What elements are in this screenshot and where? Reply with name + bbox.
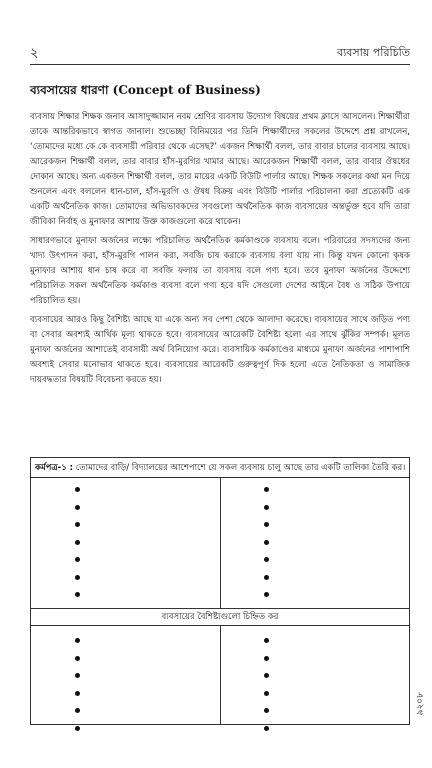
bullet-item [31, 482, 220, 500]
bullet-dot-icon [75, 592, 80, 597]
bullet-item [220, 570, 409, 588]
header-rule [30, 64, 410, 65]
section-title-bn: ব্যবসায়ের ধারণা [30, 83, 109, 97]
bullet-dot-icon [264, 575, 269, 580]
bullet-item [31, 668, 220, 686]
activity-table-bottom [31, 625, 409, 724]
activity-table-top [31, 478, 409, 608]
bullet-dot-icon [264, 505, 269, 510]
bullet-item [220, 633, 409, 651]
bullet-dot-icon [264, 708, 269, 713]
paragraph: ব্যবসায় শিক্ষার শিক্ষক জনাব আসাদুজ্জামান নবম শ্রেণির ব্যবসায় উদ্যোগ বিষয়ের প্রথম ক্লাসে আসলেন। শিক্ষার্থীরা তাকে আন্তরিকভাবে স্বাগত জানাল। শুভেচ্ছা বিনিময়ের পর তিনি শিক্ষার্থীদের সকলের উদ্দেশে প্রশ্ন রাখলেন, ‘তোমাদের মধ্যে কে কে ব্যবসায়ী পরিবার থেকে এসেছ?’ একজন শিক্ষার্থী বলল, তার বাবার চালের ব্যবসায় আছে। আরেকজন শিক্ষার্থী বলল, তার বাবার হাঁস-মুরগির খামার আছে। আরেকজন শিক্ষার্থী বলল, তার বাবার ঔষধের দোকান আছে। অন্য একজন শিক্ষার্থী বলল, তার মায়ের একটি বিউটি পার্লার আছে। শিক্ষক সকলের কথা মন দিয়ে শুনলেন এবং বললেন ধান-চাল, হাঁস-মুরগি ও ঔষধ বিক্রয় এবং বিউটি পার্লার পরিচালনা করা প্রত্যেকটি এক একটি অর্থনৈতিক কাজ। তোমাদের অভিভাবকদের সবগুলো অর্থনৈতিক কাজ ব্যবসায়ের অন্তর্ভুক্ত হবে যদি তারা জীবিকা নির্বাহ ও মুনাফার আশায় উক্ত কাজগুলো করে থাকেন। [30, 112, 410, 227]
bullet-dot-icon [75, 726, 80, 731]
section-title-en: (Concept of Business) [112, 83, 261, 97]
bullet-item [220, 552, 409, 570]
bullet-dot-icon [75, 656, 80, 661]
bullet-dot-icon [264, 656, 269, 661]
section-title [30, 82, 410, 102]
page-header [30, 42, 410, 64]
footer-code: ৯২০৮ [415, 692, 425, 716]
bullet-dot-icon [75, 540, 80, 545]
bullet-dot-icon [264, 691, 269, 696]
bullet-column-left [31, 482, 220, 605]
activity-label: কর্মপত্র-১ : [35, 463, 74, 473]
bullet-item [31, 570, 220, 588]
bullet-dot-icon [264, 540, 269, 545]
bullet-item [220, 500, 409, 518]
bullet-dot-icon [264, 638, 269, 643]
bullet-dot-icon [75, 708, 80, 713]
running-title: ব্যবসায় পরিচিতি [336, 46, 410, 59]
activity-header [31, 458, 409, 478]
bullet-dot-icon [75, 691, 80, 696]
bullet-dot-icon [264, 557, 269, 562]
bullet-item [220, 535, 409, 553]
bullet-dot-icon [75, 487, 80, 492]
bullet-item [220, 721, 409, 739]
bullet-item [31, 651, 220, 669]
bullet-item [220, 686, 409, 704]
bullet-dot-icon [75, 638, 80, 643]
paragraph: সাধারণভাবে মুনাফা অর্জনের লক্ষ্যে পরিচালিত অর্থনৈতিক কর্মকাণ্ডকে ব্যবসায় বলে। পরিবারের সদস্যদের জন্য খাদ্য উৎপাদন করা, হাঁস-মুরগি পালন করা, সবজি চাষ করাকে ব্যবসায় বলা যায় না। কিন্তু যখন কোনো কৃষক মুনাফার আশায় ধান চাষ করে বা সবজি ফলায় তা ব্যবসায় বলে গণ্য হবে। তবে মুনাফা অর্জনের উদ্দেশ্যে পরিচালিত সকল অর্থনৈতিক কর্মকাণ্ড ব্যবসা বলে গণ্য হবে যদি সেগুলো দেশের আইনে বৈধ ও সঠিক উপায়ে পরিচালিত হয়। [30, 236, 410, 306]
bullet-item [31, 587, 220, 605]
bullet-item [31, 633, 220, 651]
bullet-dot-icon [264, 487, 269, 492]
paragraph: ব্যবসায়ের আরও কিছু বৈশিষ্ট্য আছে যা একে অন্য সব পেশা থেকে আলাদা করেছে। ব্যবসায়ের সাথে জড়িত পণ্য বা সেবার অবশ্যই আর্থিক মূল্য থাকতে হবে। ব্যবসায়ের আরেকটি বৈশিষ্ট্য হলো এর সাথে ঝুঁকির সম্পর্ক। মূলত মুনাফা অর্জনের আশাতেই ব্যবসায়ী অর্থ বিনিয়োগ করে। ব্যবসায়িক কর্মকাণ্ডের মাধ্যমে মুনাফা অর্জনের পাশাপাশি অবশ্যই সেবার মনোভাব থাকতে হবে। ব্যবসায়ের আরেকটি গুরুত্বপূর্ণ দিক হলো এতে নৈতিকতা ও সামাজিক দায়বদ্ধতার বিষয়টি বিবেচনা করতে হয়। [30, 315, 410, 385]
bullet-column-right [220, 482, 409, 605]
bullet-item [31, 552, 220, 570]
activity-caption: ব্যবসায়ের বৈশিষ্ট্যগুলো চিহ্নিত কর [31, 608, 409, 626]
bullet-item [31, 535, 220, 553]
bullet-dot-icon [264, 522, 269, 527]
bullet-item [31, 517, 220, 535]
activity-instruction: তোমাদের বাড়ি/ বিদ্যালয়ের আশেপাশে যে সকল ব্যবসায় চালু আছে তার একটি তালিকা তৈরি কর। [75, 463, 406, 473]
bullet-dot-icon [75, 522, 80, 527]
page-number: ২ [30, 46, 39, 61]
bullet-dot-icon [75, 557, 80, 562]
bullet-item [220, 587, 409, 605]
bullet-dot-icon [264, 673, 269, 678]
bullet-dot-icon [75, 673, 80, 678]
bullet-item [31, 703, 220, 721]
bullet-item [220, 668, 409, 686]
bullet-dot-icon [75, 505, 80, 510]
main-content [30, 82, 410, 392]
activity-worksheet [30, 457, 410, 725]
bullet-column-right [220, 633, 409, 738]
bullet-item [31, 500, 220, 518]
bullet-item [220, 651, 409, 669]
bullet-dot-icon [264, 726, 269, 731]
bullet-dot-icon [75, 575, 80, 580]
bullet-column-left [31, 633, 220, 738]
bullet-item [220, 703, 409, 721]
bullet-dot-icon [264, 592, 269, 597]
bullet-item [220, 517, 409, 535]
bullet-item [220, 482, 409, 500]
bullet-item [31, 721, 220, 739]
bullet-item [31, 686, 220, 704]
